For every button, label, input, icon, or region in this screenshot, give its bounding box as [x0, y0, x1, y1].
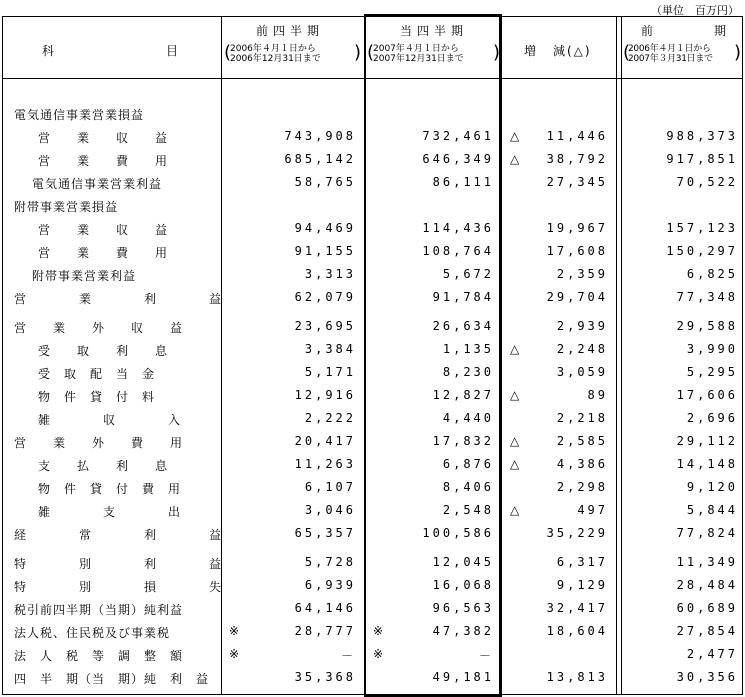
- row-label: 営 業 費 用: [38, 154, 169, 168]
- table-row: [0, 173, 745, 191]
- negative-triangle-icon: △: [510, 457, 520, 471]
- prev-year-value: 14,148: [676, 457, 738, 471]
- header-item-left: 科: [42, 44, 60, 58]
- prev-quarter-value: 5,728: [304, 555, 356, 569]
- negative-triangle-icon: △: [510, 129, 520, 143]
- table-row: [0, 340, 745, 358]
- header-prev-year-period: ( 2006年４月１日から 2007年３月31日まで ): [623, 42, 742, 64]
- change-value: 18,604: [546, 624, 608, 638]
- row-label: 附帯事業営業損益: [14, 200, 119, 214]
- prev-quarter-value: 743,908: [284, 129, 356, 143]
- row-label: 営 業 外 収 益: [14, 321, 184, 335]
- row-label: 支 払 利 息: [38, 459, 169, 473]
- period-to: 2006年12月31日まで: [230, 54, 321, 64]
- change-value: 4,386: [556, 457, 608, 471]
- row-label: 法 人 税 等 調 整 額: [14, 649, 184, 663]
- change-value: 27,345: [546, 175, 608, 189]
- prev-year-value: 6,825: [686, 267, 738, 281]
- row-label: 受 取 配 当 金: [38, 367, 156, 381]
- prev-quarter-value: 6,939: [304, 578, 356, 592]
- prev-quarter-value: 5,171: [304, 365, 356, 379]
- table-row: [0, 553, 745, 571]
- row-label: 経 常 利 益: [14, 528, 223, 542]
- change-value: 9,129: [556, 578, 608, 592]
- table-row: [0, 242, 745, 260]
- prev-year-value: 5,844: [686, 503, 738, 517]
- prev-quarter-value: 685,142: [284, 152, 356, 166]
- prev-year-value: 5,295: [686, 365, 738, 379]
- row-label: 営 業 利 益: [14, 292, 223, 306]
- current-quarter-value: －: [478, 649, 494, 663]
- prev-quarter-value: 12,916: [294, 388, 356, 402]
- table-row: [0, 104, 745, 122]
- change-value: 3,059: [556, 365, 608, 379]
- change-value: 2,298: [556, 480, 608, 494]
- header-change-left: 増: [524, 44, 542, 58]
- table-row: [0, 478, 745, 496]
- change-value: 2,218: [556, 411, 608, 425]
- prev-year-value: 2,696: [686, 411, 738, 425]
- period-from: 2006年４月１日から: [230, 44, 316, 54]
- row-label: 附帯事業営業利益: [32, 269, 137, 283]
- current-quarter-value: 8,230: [442, 365, 494, 379]
- current-quarter-value: 2,548: [442, 503, 494, 517]
- prev-year-value: 17,606: [676, 388, 738, 402]
- row-label: 物 件 貸 付 費 用: [38, 482, 182, 496]
- row-label: 営 業 外 費 用: [14, 436, 184, 450]
- change-value: 38,792: [546, 152, 608, 166]
- row-label: 法人税、住民税及び事業税: [14, 626, 171, 640]
- current-quarter-value: 91,784: [432, 290, 494, 304]
- table-row: [0, 432, 745, 450]
- row-label: 特 別 損 失: [14, 580, 223, 594]
- prev-quarter-value: 65,357: [294, 526, 356, 540]
- change-value: 19,967: [546, 221, 608, 235]
- prev-year-value: 28,484: [676, 578, 738, 592]
- row-label: 雑 収 入: [38, 413, 182, 427]
- change-value: 32,417: [546, 601, 608, 615]
- current-quarter-value: 5,672: [442, 267, 494, 281]
- current-quarter-value: 16,068: [432, 578, 494, 592]
- prev-quarter-value: 58,765: [294, 175, 356, 189]
- prev-quarter-value: 23,695: [294, 319, 356, 333]
- change-value: 89: [587, 388, 608, 402]
- prev-year-value: 77,824: [676, 526, 738, 540]
- row-label: 営 業 収 益: [38, 131, 169, 145]
- header-prev-quarter: 前四半期: [256, 24, 325, 38]
- negative-triangle-icon: △: [510, 503, 520, 517]
- row-label: 特 別 利 益: [14, 557, 223, 571]
- prev-quarter-value: 20,417: [294, 434, 356, 448]
- period-to: 2007年12月31日まで: [373, 54, 464, 64]
- table-row: [0, 524, 745, 542]
- table-row: [0, 599, 745, 617]
- row-label: 受 取 利 息: [38, 344, 169, 358]
- row-label: 電気通信事業営業損益: [14, 108, 145, 122]
- prev-quarter-value: 6,107: [304, 480, 356, 494]
- prev-quarter-value: 94,469: [294, 221, 356, 235]
- prev-year-value: 150,297: [666, 244, 738, 258]
- negative-triangle-icon: △: [510, 388, 520, 402]
- table-row: [0, 150, 745, 168]
- prev-quarter-value: 91,155: [294, 244, 356, 258]
- table-row: [0, 668, 745, 686]
- change-value: 497: [577, 503, 608, 517]
- table-row: [0, 288, 745, 306]
- table-row: [0, 363, 745, 381]
- table-row: [0, 196, 745, 214]
- current-quarter-value: 49,181: [432, 670, 494, 684]
- prev-year-value: 917,851: [666, 152, 738, 166]
- current-quarter-value: 6,876: [442, 457, 494, 471]
- prev-quarter-value: 35,368: [294, 670, 356, 684]
- table-row: [0, 317, 745, 335]
- prev-year-value: 70,522: [676, 175, 738, 189]
- change-value: 17,608: [546, 244, 608, 258]
- current-quarter-value: 108,764: [422, 244, 494, 258]
- note-mark: ※: [229, 647, 240, 661]
- header-prev-year-right: 期: [714, 24, 732, 38]
- current-quarter-value: 47,382: [432, 624, 494, 638]
- table-row: [0, 576, 745, 594]
- prev-year-value: 11,349: [676, 555, 738, 569]
- current-quarter-value: 8,406: [442, 480, 494, 494]
- current-quarter-value: 96,563: [432, 601, 494, 615]
- prev-year-value: 77,348: [676, 290, 738, 304]
- prev-year-value: 29,112: [676, 434, 738, 448]
- prev-quarter-value: 3,384: [304, 342, 356, 356]
- current-quarter-value: 1,135: [442, 342, 494, 356]
- current-quarter-value: 100,586: [422, 526, 494, 540]
- current-quarter-value: 26,634: [432, 319, 494, 333]
- header-curr-quarter-period: ( 2007年４月１日から 2007年12月31日まで ): [367, 42, 501, 64]
- current-quarter-value: 4,440: [442, 411, 494, 425]
- prev-year-value: 2,477: [686, 647, 738, 661]
- current-quarter-value: 12,827: [432, 388, 494, 402]
- prev-year-value: 60,689: [676, 601, 738, 615]
- current-quarter-value: 86,111: [432, 175, 494, 189]
- table-row: [0, 219, 745, 237]
- change-value: 35,229: [546, 526, 608, 540]
- change-value: 2,248: [556, 342, 608, 356]
- current-quarter-value: 114,436: [422, 221, 494, 235]
- negative-triangle-icon: △: [510, 434, 520, 448]
- unit-note: （単位 百万円）: [651, 4, 739, 17]
- prev-quarter-value: 3,046: [304, 503, 356, 517]
- table-row: [0, 645, 745, 663]
- header-change-right: 減(△): [553, 44, 592, 58]
- change-value: 29,704: [546, 290, 608, 304]
- prev-quarter-value: 64,146: [294, 601, 356, 615]
- prev-year-value: 30,356: [676, 670, 738, 684]
- table-row: [0, 265, 745, 283]
- negative-triangle-icon: △: [510, 152, 520, 166]
- current-quarter-value: 646,349: [422, 152, 494, 166]
- row-label: 四 半 期（当 期）純 利 益: [14, 672, 210, 686]
- table-row: [0, 501, 745, 519]
- current-quarter-value: 732,461: [422, 129, 494, 143]
- prev-quarter-value: 28,777: [294, 624, 356, 638]
- change-value: 11,446: [546, 129, 608, 143]
- change-value: 2,585: [556, 434, 608, 448]
- prev-year-value: 29,588: [676, 319, 738, 333]
- table-row: [0, 409, 745, 427]
- row-label: 雑 支 出: [38, 505, 182, 519]
- row-label: 物 件 貸 付 料: [38, 390, 156, 404]
- prev-year-value: 3,990: [686, 342, 738, 356]
- header-curr-quarter: 当四半期: [400, 24, 469, 38]
- prev-quarter-value: 62,079: [294, 290, 356, 304]
- change-value: 2,359: [556, 267, 608, 281]
- negative-triangle-icon: △: [510, 342, 520, 356]
- current-quarter-value: 17,832: [432, 434, 494, 448]
- table-row: [0, 386, 745, 404]
- period-from: 2006年４月１日から: [628, 44, 711, 54]
- prev-quarter-value: 11,263: [294, 457, 356, 471]
- table-row: [0, 127, 745, 145]
- current-quarter-value: 12,045: [432, 555, 494, 569]
- period-from: 2007年４月１日から: [373, 44, 459, 54]
- row-label: 電気通信事業営業利益: [32, 177, 163, 191]
- table-row: [0, 455, 745, 473]
- change-value: 13,813: [546, 670, 608, 684]
- prev-quarter-value: 2,222: [304, 411, 356, 425]
- prev-year-value: 988,373: [666, 129, 738, 143]
- table-row: [0, 622, 745, 640]
- prev-quarter-value: 3,313: [304, 267, 356, 281]
- note-mark: ※: [229, 624, 240, 638]
- change-value: 6,317: [556, 555, 608, 569]
- prev-quarter-value: －: [340, 649, 356, 663]
- header-prev-quarter-period: ( 2006年４月１日から 2006年12月31日まで ): [224, 42, 362, 64]
- change-value: 2,939: [556, 319, 608, 333]
- note-mark: ※: [373, 624, 384, 638]
- header-prev-year-left: 前: [641, 24, 659, 38]
- period-to: 2007年３月31日まで: [628, 54, 713, 64]
- prev-year-value: 9,120: [686, 480, 738, 494]
- row-label: 税引前四半期（当期）純利益: [14, 603, 184, 617]
- prev-year-value: 27,854: [676, 624, 738, 638]
- row-label: 営 業 費 用: [38, 246, 169, 260]
- header-item-right: 目: [166, 44, 184, 58]
- note-mark: ※: [373, 647, 384, 661]
- prev-year-value: 157,123: [666, 221, 738, 235]
- row-label: 営 業 収 益: [38, 223, 169, 237]
